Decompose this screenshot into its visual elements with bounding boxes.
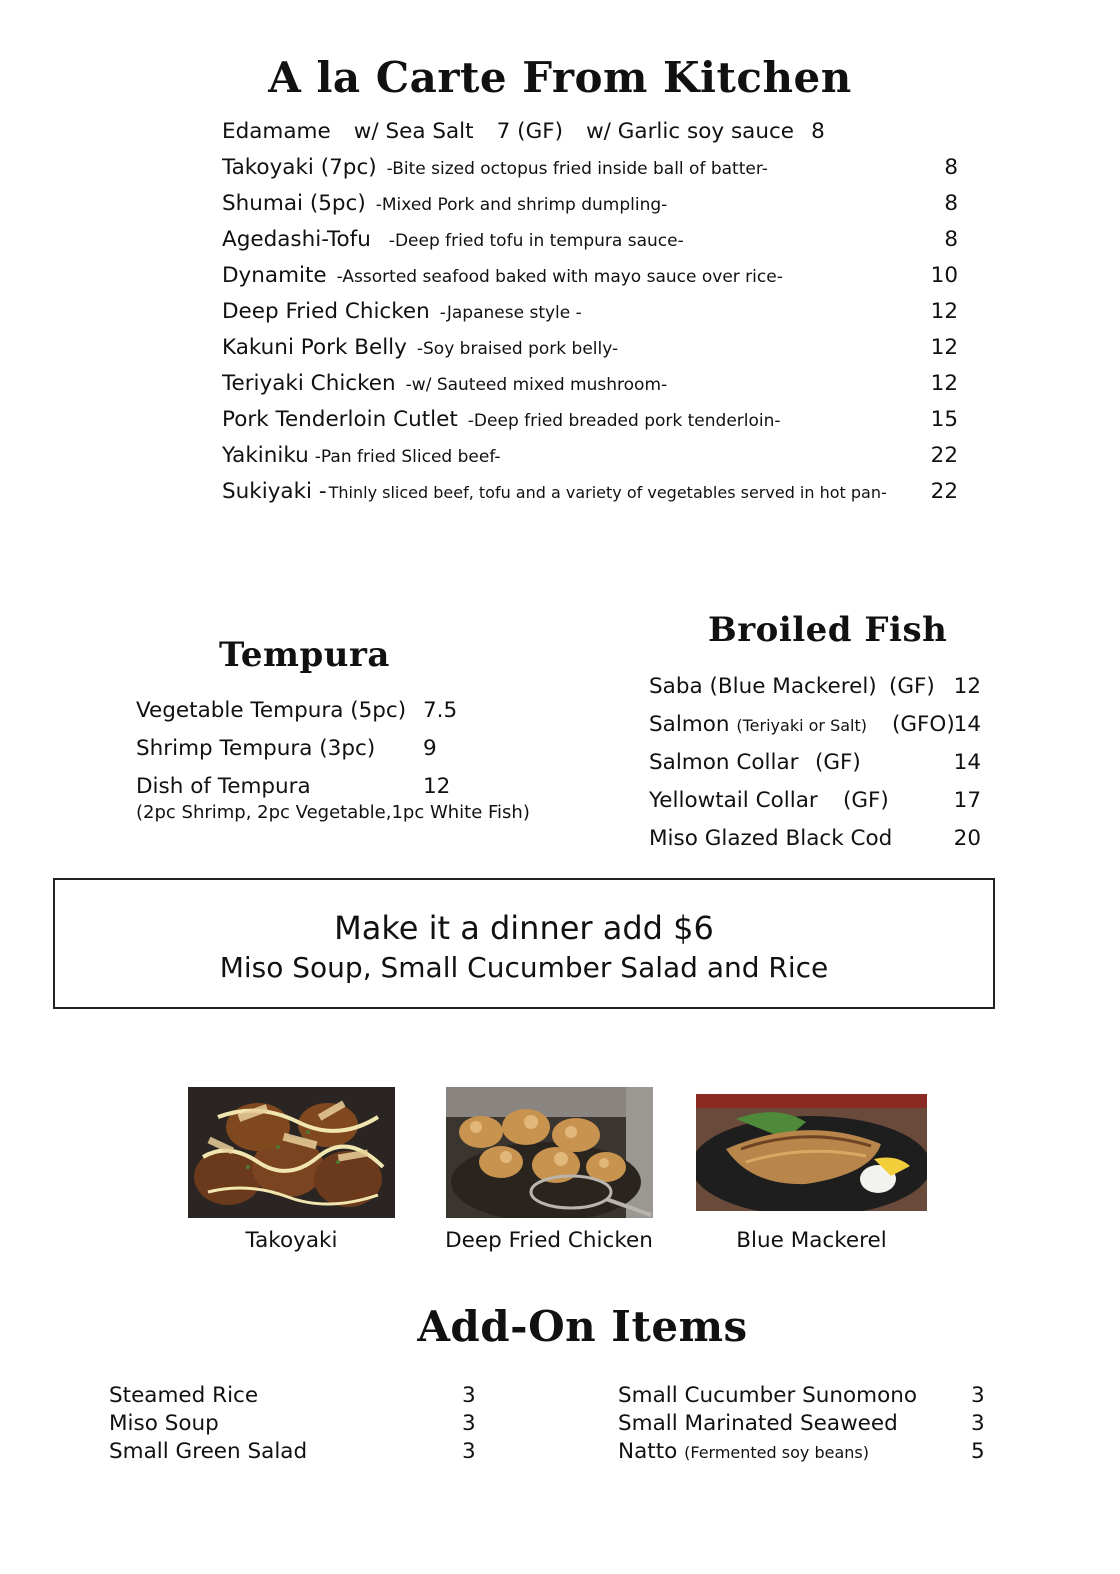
mackerel-photo: [696, 1094, 927, 1211]
item-name: Small Cucumber Sunomono: [618, 1383, 918, 1408]
item-description: -Mixed Pork and shrimp dumpling-: [375, 195, 668, 215]
item-description: -Assorted seafood baked with mayo sauce over rice-: [336, 267, 783, 287]
item-description: -Deep fried breaded pork tenderloin-: [467, 411, 781, 431]
item-price: 3: [971, 1383, 985, 1408]
gf-tag: (GFO): [892, 712, 955, 737]
item-price: 12: [930, 335, 958, 360]
item-name: Dish of Tempura: [136, 774, 311, 799]
item-price: 3: [462, 1383, 476, 1408]
item-description: -Japanese style -: [439, 303, 582, 323]
item-description: -w/ Sauteed mixed mushroom-: [405, 375, 668, 395]
broiled-item: [649, 668, 989, 706]
menu-item: [222, 402, 982, 438]
dinner-upgrade-box: [53, 878, 995, 1009]
item-name: Small Marinated Seaweed: [618, 1411, 898, 1436]
add-on-right-column: [618, 1382, 998, 1466]
ala-carte-title: A la Carte From Kitchen: [268, 53, 852, 102]
item-price: 14: [953, 750, 981, 775]
add-on-item: [618, 1410, 998, 1438]
item-price: 7.5: [423, 698, 458, 723]
fried-chicken-photo: [446, 1087, 653, 1218]
item-price: 12: [953, 674, 981, 699]
tempura-item: [136, 730, 556, 768]
item-name: Agedashi-Tofu: [222, 227, 371, 252]
add-on-left-column: [109, 1382, 489, 1466]
gf-tag: (GF): [815, 750, 861, 775]
item-name: Saba (Blue Mackerel): [649, 674, 877, 699]
item-name: Takoyaki (7pc): [222, 155, 377, 180]
tempura-item: [136, 692, 556, 730]
item-price: 12: [930, 299, 958, 324]
item-price: 12: [423, 774, 451, 799]
ala-carte-list: [222, 114, 982, 510]
item-note: (Fermented soy beans): [684, 1443, 869, 1462]
item-name: Natto: [618, 1439, 678, 1464]
tempura-note: (2pc Shrimp, 2pc Vegetable,1pc White Fish): [136, 802, 530, 823]
add-on-title: Add-On Items: [417, 1302, 748, 1351]
tempura-list: [136, 692, 556, 806]
add-on-item: [109, 1410, 489, 1438]
menu-item: [222, 150, 982, 186]
item-name: Kakuni Pork Belly: [222, 335, 407, 360]
menu-item: [222, 438, 982, 474]
item-name: Deep Fried Chicken: [222, 299, 430, 324]
edamame-option-garlic: w/ Garlic soy sauce: [586, 119, 794, 144]
menu-item: [222, 186, 982, 222]
add-on-item: [618, 1382, 998, 1410]
item-price: 8: [944, 155, 958, 180]
item-description: -Pan fried Sliced beef-: [314, 447, 501, 467]
item-name: Dynamite: [222, 263, 327, 288]
edamame-name: Edamame: [222, 119, 331, 144]
item-price: 8: [944, 227, 958, 252]
photo-caption: Blue Mackerel: [736, 1228, 887, 1253]
item-extra: (Teriyaki or Salt): [736, 716, 867, 735]
item-name: Teriyaki Chicken: [222, 371, 396, 396]
tempura-item: [136, 768, 556, 806]
broiled-item: [649, 706, 989, 744]
item-name: Pork Tenderloin Cutlet: [222, 407, 458, 432]
item-price: 22: [930, 479, 958, 504]
item-price: 3: [971, 1411, 985, 1436]
item-price: 3: [462, 1439, 476, 1464]
add-on-item: [109, 1438, 489, 1466]
item-name: Miso Soup: [109, 1411, 219, 1436]
item-description: -Deep fried tofu in tempura sauce-: [388, 231, 684, 251]
menu-item: [222, 222, 982, 258]
add-on-item: [618, 1438, 998, 1466]
item-description: -Bite sized octopus fried inside ball of batter-: [386, 159, 768, 179]
menu-item: [222, 294, 982, 330]
broiled-fish-list: [649, 668, 989, 858]
dinner-headline: Make it a dinner add $6: [334, 909, 714, 947]
edamame-option-sea-salt: w/ Sea Salt: [353, 119, 474, 144]
item-price: 14: [953, 712, 981, 737]
menu-item: [222, 366, 982, 402]
menu-item: [222, 330, 982, 366]
item-price: 3: [462, 1411, 476, 1436]
add-on-item: [109, 1382, 489, 1410]
item-price: 17: [953, 788, 981, 813]
item-price: 12: [930, 371, 958, 396]
broiled-item: [649, 744, 989, 782]
edamame-option-garlic-price: 8: [811, 119, 825, 144]
item-name: Small Green Salad: [109, 1439, 308, 1464]
item-name: Vegetable Tempura (5pc): [136, 698, 407, 723]
item-name: Shrimp Tempura (3pc): [136, 736, 376, 761]
broiled-item: [649, 820, 989, 858]
item-price: 15: [930, 407, 958, 432]
item-name: Yellowtail Collar: [649, 788, 818, 813]
item-price: 9: [423, 736, 437, 761]
item-name: Yakiniku: [222, 443, 309, 468]
photo-caption: Deep Fried Chicken: [445, 1228, 653, 1253]
item-price: 8: [944, 191, 958, 216]
broiled-fish-title: Broiled Fish: [708, 610, 948, 650]
item-name: Salmon: [649, 712, 730, 737]
item-name: Salmon Collar: [649, 750, 799, 775]
broiled-item: [649, 782, 989, 820]
edamame-row: [222, 114, 982, 150]
menu-item: [222, 258, 982, 294]
item-price: 22: [930, 443, 958, 468]
menu-item: [222, 474, 982, 510]
dinner-includes: Miso Soup, Small Cucumber Salad and Rice: [219, 951, 829, 984]
item-name: Steamed Rice: [109, 1383, 259, 1408]
item-name: Shumai (5pc): [222, 191, 366, 216]
photo-caption: Takoyaki: [245, 1228, 338, 1253]
takoyaki-photo: [188, 1087, 395, 1218]
gf-tag: (GF): [843, 788, 889, 813]
gf-tag: (GF): [889, 674, 935, 699]
item-price: 10: [930, 263, 958, 288]
item-price: 20: [953, 826, 981, 851]
item-description: -Soy braised pork belly-: [416, 339, 619, 359]
item-price: 5: [971, 1439, 985, 1464]
tempura-title: Tempura: [219, 635, 390, 675]
item-name: Sukiyaki -: [222, 479, 327, 504]
item-name: Miso Glazed Black Cod: [649, 826, 893, 851]
edamame-option-sea-salt-price: 7 (GF): [496, 119, 563, 144]
item-description: Thinly sliced beef, tofu and a variety of vegetables served in hot pan-: [328, 483, 887, 502]
